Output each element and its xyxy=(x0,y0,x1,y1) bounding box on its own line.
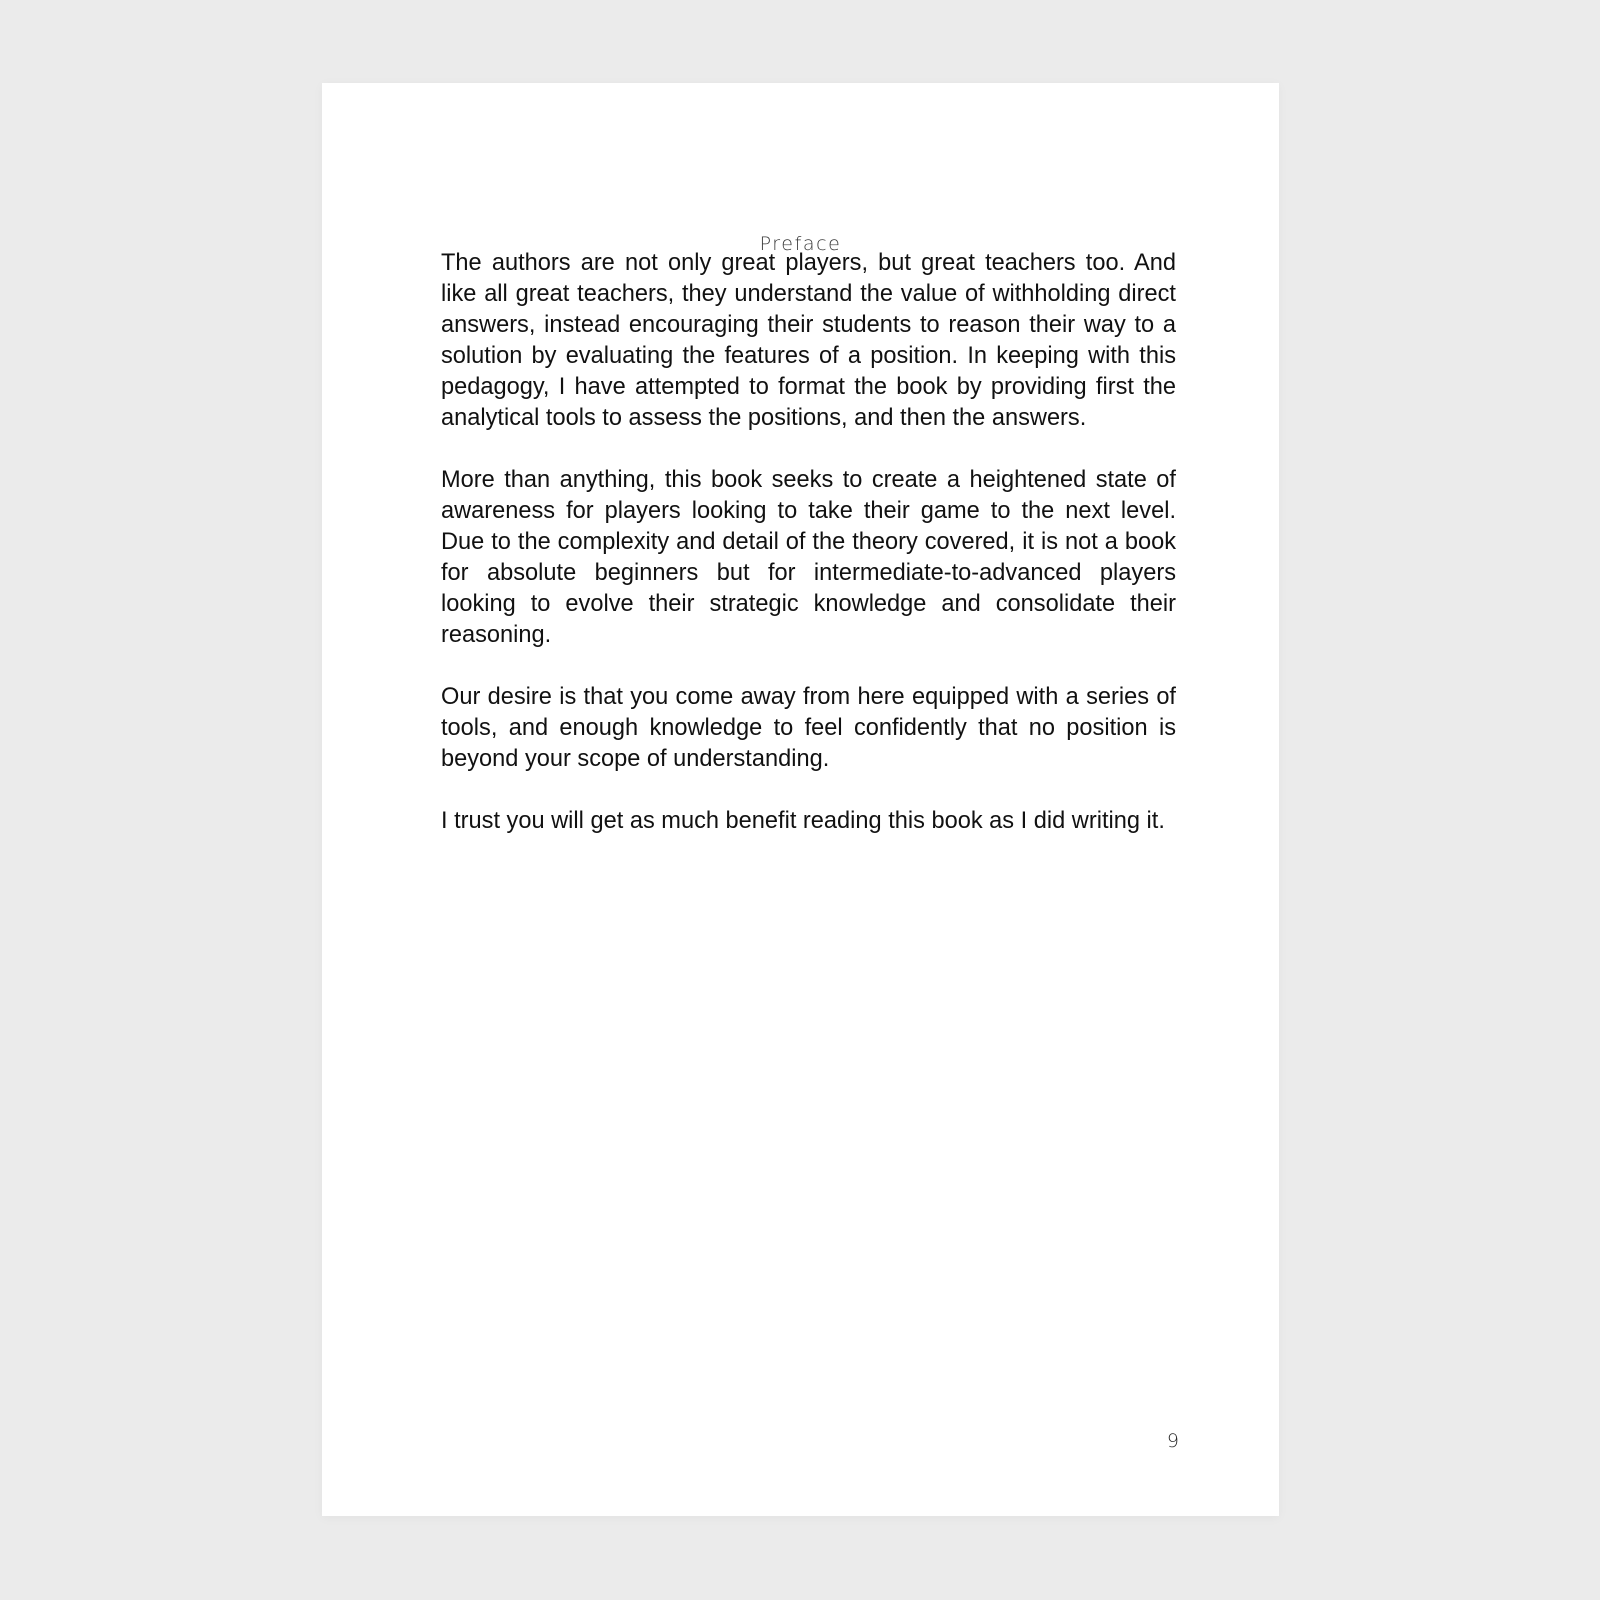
paragraph-2: More than anything, this book seeks to create a heightened state of awareness for players looking to take their game to the next level. Due to the complexity and detail of the theory covered, it is not a book for absolute beginners but for intermediate-to-advanced players looking to evolve their strategic knowledge and consolidate their reasoning. xyxy=(441,467,1176,648)
paragraph-4: I trust you will get as much benefit reading this book as I did writing it. xyxy=(441,808,1165,834)
paragraph-3: Our desire is that you come away from here equipped with a series of tools, and enough knowledge to feel confidently that no position is beyond your scope of understanding. xyxy=(441,684,1176,772)
paragraph-1: The authors are not only great players, but great teachers too. And like all great teachers, they understand the value of withholding direct answers, instead encouraging their students to reason their way to a solution by evaluating the features of a position. In keeping with this pedagogy, I have attempted to format the book by providing first the analytical tools to assess the positions, and then the answers. xyxy=(441,250,1176,431)
page-body xyxy=(441,248,1176,868)
page-number: 9 xyxy=(1166,1430,1179,1452)
running-head: Preface xyxy=(759,233,842,255)
book-page xyxy=(322,83,1279,1516)
